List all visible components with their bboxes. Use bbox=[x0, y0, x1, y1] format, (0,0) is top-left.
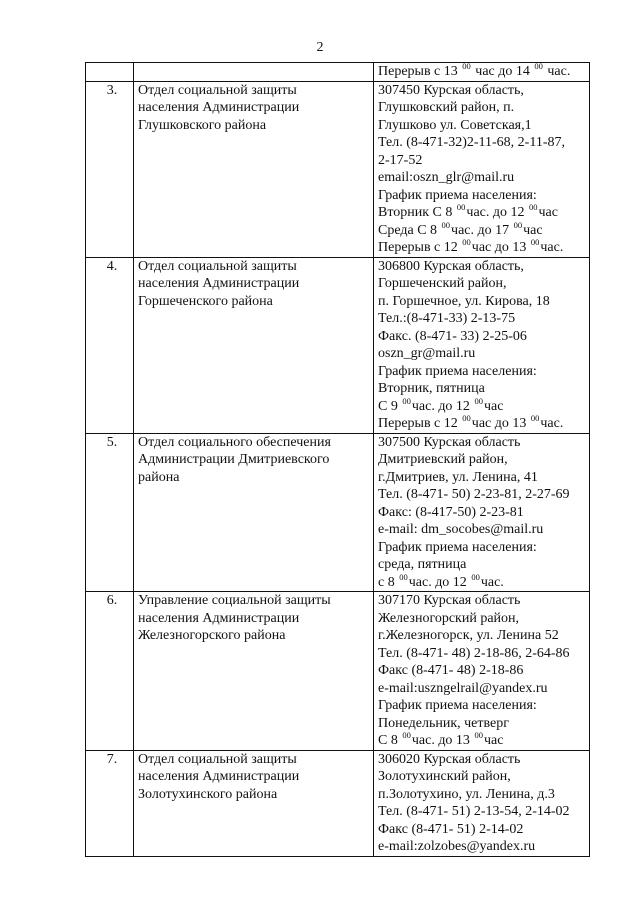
contact-info bbox=[374, 257, 590, 433]
phone-line: Тел. (8-471- 48) 2-18-86, 2-64-86 bbox=[378, 645, 570, 661]
row-number: 7. bbox=[86, 750, 134, 856]
schedule-line: Вторник С 8 $^{00}$час. до 12 $^{00}$час bbox=[378, 202, 558, 220]
row-number: 6. bbox=[86, 592, 134, 751]
cell-num bbox=[86, 63, 134, 82]
row-number: 3. bbox=[86, 81, 134, 257]
cell-name bbox=[134, 63, 374, 82]
contacts-table bbox=[85, 62, 590, 857]
fax-line: Факс (8-471- 48) 2-18-86 bbox=[378, 663, 524, 678]
contact-info bbox=[374, 433, 590, 592]
email-line: e-mail:zolzobes@yandex.ru bbox=[378, 839, 536, 854]
schedule-line: Среда С 8 $^{00}$час. до 17 $^{00}$час bbox=[378, 219, 543, 238]
department-name: Управление социальной защиты населения Администрации Железногорского района bbox=[134, 592, 374, 751]
fax-line: Факс. (8-471- 33) 2-25-06 bbox=[378, 328, 527, 344]
address-line: 307170 Курская область bbox=[378, 593, 521, 608]
contact-info bbox=[374, 81, 590, 257]
schedule-line: с 8 $^{00}$час. до 12 $^{00}$час. bbox=[378, 571, 504, 590]
break-line: Перерыв с 12 $^{00}$час до 13 $^{00}$час. bbox=[378, 413, 564, 431]
phone-line: Тел. (8-471- 51) 2-13-54, 2-14-02 bbox=[378, 804, 570, 819]
department-name: Отдел социальной защиты населения Администрации Золотухинского района bbox=[134, 750, 374, 856]
contact-info bbox=[374, 592, 590, 751]
address-line: 306020 Курская область bbox=[378, 751, 521, 767]
address-line: Золотухинский район, bbox=[378, 769, 511, 784]
fax-line: Факс: (8-417-50) 2-23-81 bbox=[378, 504, 524, 520]
phone-line: 2-17-52 bbox=[378, 152, 423, 168]
email-line: e-mail:uszngelrail@yandex.ru bbox=[378, 680, 548, 696]
department-name: Отдел социальной защиты населения Администрации Горшеченского района bbox=[134, 257, 374, 433]
address-line: Горшеченский район, bbox=[378, 276, 507, 291]
address-line: г.Железногорск, ул. Ленина 52 bbox=[378, 628, 559, 643]
page-number: 2 bbox=[316, 40, 324, 55]
fax-line: Факс (8-471- 51) 2-14-02 bbox=[378, 821, 524, 837]
table-row bbox=[86, 81, 590, 257]
phone-line: Тел.:(8-471-33) 2-13-75 bbox=[378, 311, 516, 326]
row-number: 4. bbox=[86, 257, 134, 433]
address-line: 307500 Курская область bbox=[378, 434, 521, 450]
contact-info bbox=[374, 750, 590, 856]
cell-info bbox=[374, 63, 590, 82]
schedule-line: С 8 $^{00}$час. до 13 $^{00}$час bbox=[378, 730, 504, 748]
break-hours: Перерыв с 13 $^{00}$ час до 14 $^{00}$ час. bbox=[378, 61, 571, 79]
schedule-title: График приема населения: bbox=[378, 187, 537, 203]
address-line: 307450 Курская область, bbox=[378, 82, 524, 98]
table-row-continuation bbox=[86, 63, 590, 82]
department-name: Отдел социального обеспечения Администрации Дмитриевского района bbox=[134, 433, 374, 592]
schedule-days: Вторник, пятница bbox=[378, 381, 485, 396]
table-row bbox=[86, 433, 590, 592]
department-name: Отдел социальной защиты населения Администрации Глушковского района bbox=[134, 81, 374, 257]
address-line: Глушковский район, п. bbox=[378, 100, 515, 115]
email-line: oszn_gr@mail.ru bbox=[378, 346, 476, 361]
schedule-title: График приема населения: bbox=[378, 698, 537, 713]
schedule-days: среда, пятница bbox=[378, 557, 467, 572]
address-line: п.Золотухино, ул. Ленина, д.3 bbox=[378, 786, 555, 802]
address-line: п. Горшечное, ул. Кирова, 18 bbox=[378, 293, 550, 309]
phone-line: Тел. (8-471-32)2-11-68, 2-11-87, bbox=[378, 135, 565, 150]
phone-line: Тел. (8-471- 50) 2-23-81, 2-27-69 bbox=[378, 487, 570, 502]
address-line: Железногорский район, bbox=[378, 610, 520, 626]
schedule-title: График приема населения: bbox=[378, 363, 537, 379]
email-line: email:oszn_glr@mail.ru bbox=[378, 170, 515, 185]
table-row bbox=[86, 257, 590, 433]
address-line: г.Дмитриев, ул. Ленина, 41 bbox=[378, 469, 538, 485]
address-line: Глушково ул. Советская,1 bbox=[378, 117, 532, 133]
break-line: Перерыв с 12 $^{00}$час до 13 $^{00}$час. bbox=[378, 237, 564, 255]
schedule-days: Понедельник, четверг bbox=[378, 715, 509, 731]
table-row bbox=[86, 592, 590, 751]
email-line: e-mail: dm_socobes@mail.ru bbox=[378, 522, 544, 537]
table-row bbox=[86, 750, 590, 856]
address-line: 306800 Курская область, bbox=[378, 258, 524, 274]
address-line: Дмитриевский район, bbox=[378, 452, 508, 467]
schedule-title: График приема населения: bbox=[378, 539, 537, 555]
schedule-line: С 9 $^{00}$час. до 12 $^{00}$час bbox=[378, 395, 504, 414]
row-number: 5. bbox=[86, 433, 134, 592]
